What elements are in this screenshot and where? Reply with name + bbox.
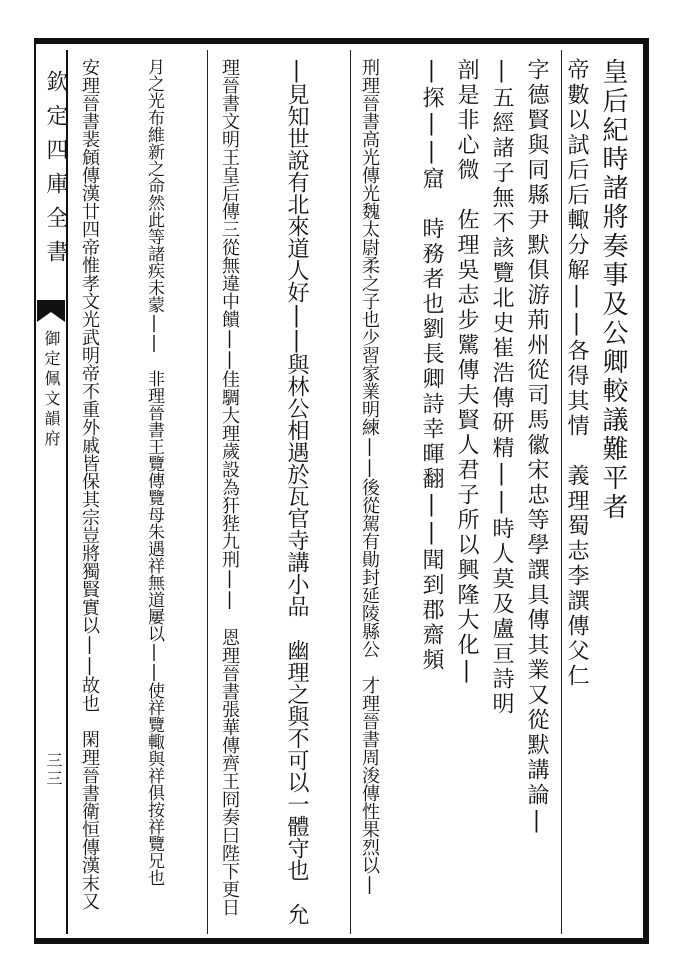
- margin-title: 欽定四庫全書: [43, 70, 68, 274]
- text-column-9: 理晉書文明王皇后傳三從無違中饋||佳騆大理歲設為犴狴九刑|| 恩理晉書張華傳齊王冏奏曰陛下更日: [219, 58, 240, 916]
- text-column-10: 月之光布維新之命然此等諸疾未蒙|| 非理晉書王覽傳覽母朱遇祥無道屢以||使祥覽輙與祥俱按祥覽兄也: [144, 58, 164, 886]
- column-rule: [207, 50, 208, 934]
- column-rule: [350, 50, 351, 934]
- text-column-11: 安理晉書裴頠傳漢廿四帝惟孝文光武明帝不重外戚皆保其宗豈將獨賢實以||故也 閑理晉書衛恒傳漢末又: [79, 58, 100, 910]
- margin-book-title: 御定佩文韻府: [42, 330, 61, 450]
- text-column-2: 帝數以試后后輙分解||各得其情 義理蜀志李譔傳父仁: [564, 58, 589, 689]
- text-column-4: |五經諸子無不該覽北史崔浩傳研精||時人莫及盧亘詩明: [489, 58, 514, 717]
- text-column-5: 剖是非心微 佐理吳志步騭傳夫賢人君子所以興隆大化|: [454, 58, 479, 686]
- text-column-3: 字德賢與同縣尹默俱游荊州從司馬徽宋忠等學譔具傳其業又從默講論|: [524, 58, 549, 836]
- text-column-8: |見知世說有北來道人好||與林公相遇於瓦官寺講小品 幽理之與不可以一體守也 允: [284, 58, 309, 925]
- column-rule: [561, 50, 562, 934]
- page-number: 三三: [44, 752, 63, 788]
- page-frame: [34, 38, 649, 944]
- text-column-6: |探||窟 時務者也劉長卿詩幸暉翻||聞到郡齋頻: [419, 58, 444, 673]
- text-column-7: 刑理晉書高光傳光魏太尉柔之子也少習家業明練||後從駕有勛封延陵縣公 才理晉書周浚傳性果烈以|: [359, 58, 380, 895]
- fishtail-mark-icon: [37, 298, 65, 324]
- text-column-1: 皇后紀時諸將奏事及公卿較議難平者: [598, 58, 628, 522]
